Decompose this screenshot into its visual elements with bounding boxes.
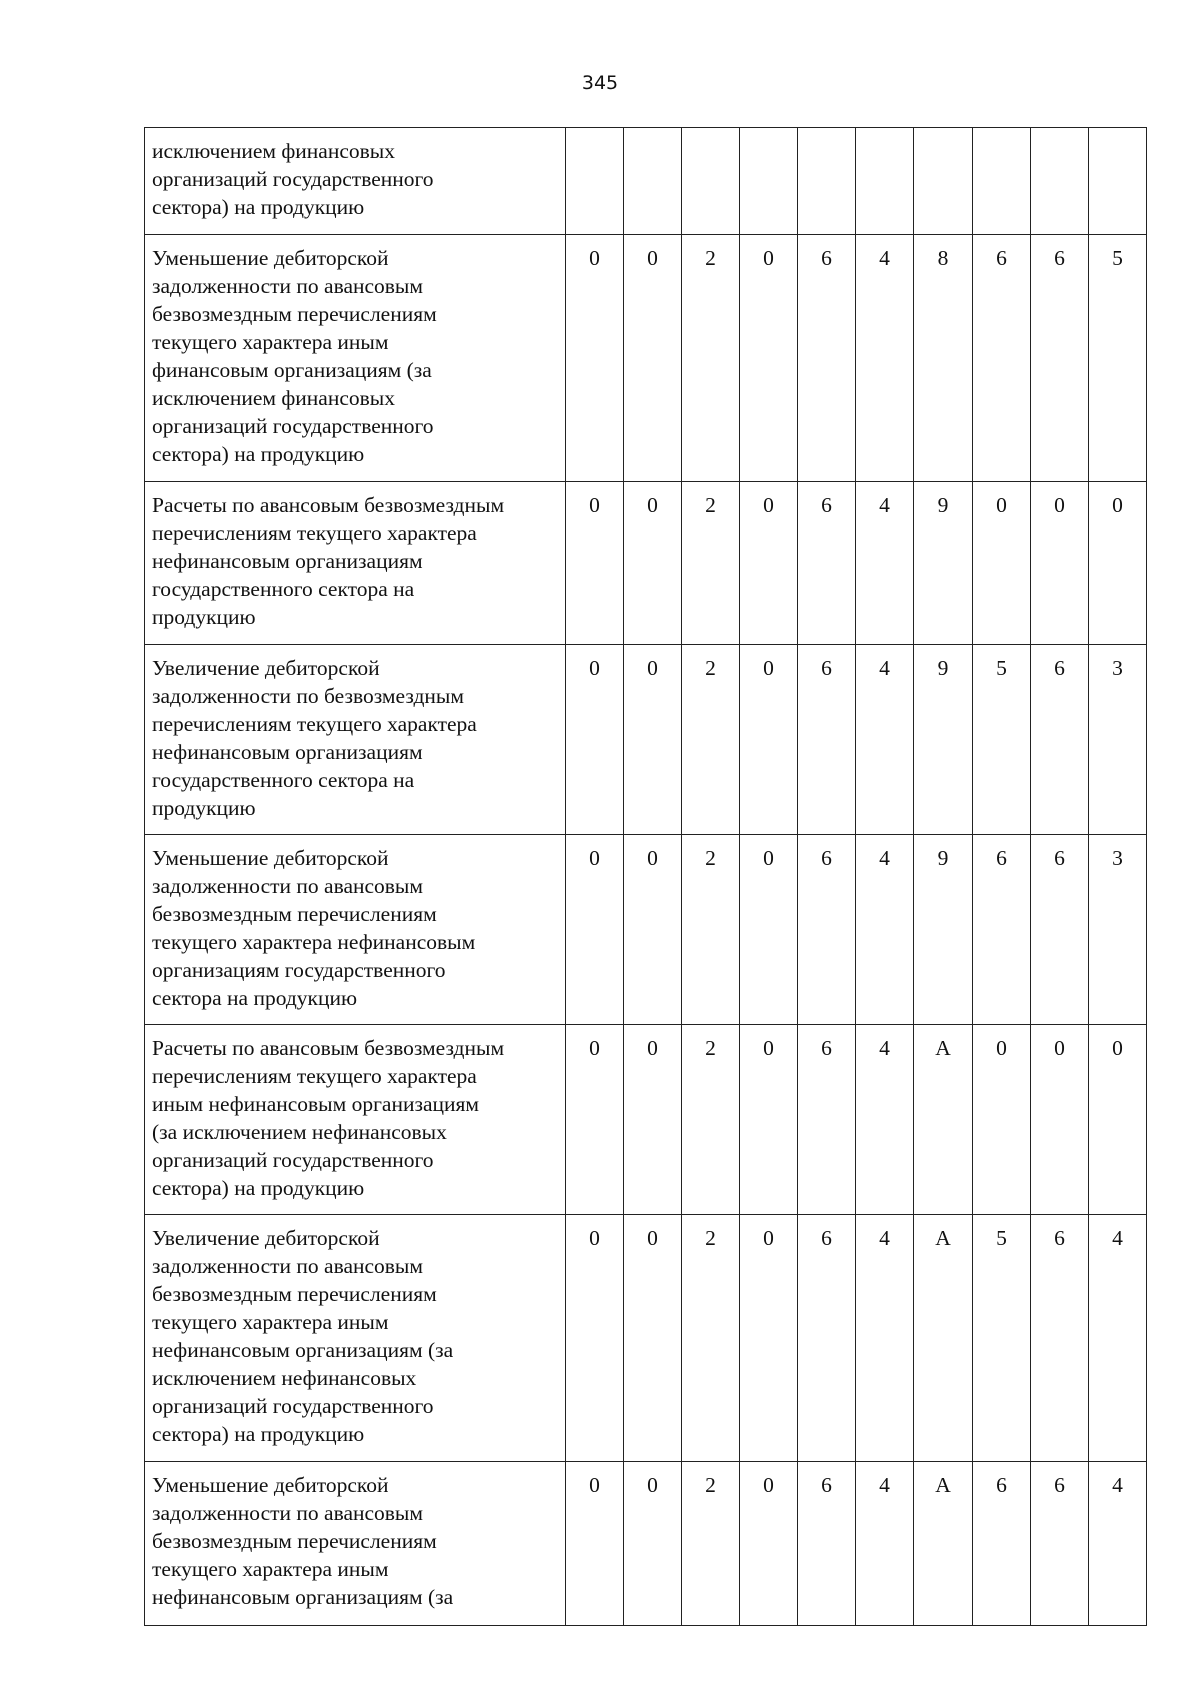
table-row — [145, 1215, 1147, 1462]
row-description — [145, 1462, 566, 1626]
description-line: Увеличение дебиторской — [152, 1226, 380, 1250]
code-digit-cell — [1089, 128, 1147, 235]
description-line: продукцию — [152, 796, 256, 820]
code-digit-cell: 6 — [798, 1215, 856, 1462]
code-digit-cell: 9 — [914, 835, 973, 1025]
code-digit-cell: 0 — [624, 1025, 682, 1215]
code-digit-cell: 0 — [566, 1215, 624, 1462]
code-digit-cell: 4 — [856, 235, 914, 482]
description-line: сектора) на продукцию — [152, 195, 365, 219]
code-digit-cell: 0 — [740, 1215, 798, 1462]
code-digit-cell: 0 — [1031, 1025, 1089, 1215]
table-row — [145, 835, 1147, 1025]
description-line: продукцию — [152, 605, 256, 629]
row-description — [145, 128, 566, 235]
code-digit-cell: 4 — [856, 1025, 914, 1215]
description-line: организациям государственного — [152, 958, 446, 982]
code-digit-cell: 0 — [740, 645, 798, 835]
code-digit-cell: 0 — [973, 1025, 1031, 1215]
code-digit-cell — [798, 128, 856, 235]
description-line: государственного сектора на — [152, 577, 415, 601]
code-digit-cell — [914, 128, 973, 235]
code-digit-cell: 0 — [566, 482, 624, 645]
table-body — [145, 128, 1147, 1626]
code-digit-cell: 0 — [566, 1025, 624, 1215]
code-digit-cell — [624, 128, 682, 235]
code-digit-cell: 4 — [856, 835, 914, 1025]
description-line: задолженности по авансовым — [152, 874, 423, 898]
code-digit-cell: 2 — [682, 235, 740, 482]
description-line: нефинансовым организациям — [152, 549, 423, 573]
description-line: безвозмездным перечислениям — [152, 902, 437, 926]
description-line: Уменьшение дебиторской — [152, 846, 389, 870]
code-digit-cell: 9 — [914, 482, 973, 645]
description-line: организаций государственного — [152, 167, 434, 191]
description-line: текущего характера иным — [152, 1557, 389, 1581]
code-digit-cell: 2 — [682, 835, 740, 1025]
code-digit-cell: А — [914, 1025, 973, 1215]
description-line: перечислениям текущего характера — [152, 712, 477, 736]
code-digit-cell: 3 — [1089, 645, 1147, 835]
code-digit-cell: 6 — [1031, 835, 1089, 1025]
row-description — [145, 235, 566, 482]
description-line: сектора) на продукцию — [152, 1422, 365, 1446]
code-digit-cell: 0 — [1031, 482, 1089, 645]
code-digit-cell: 3 — [1089, 835, 1147, 1025]
code-digit-cell: 6 — [798, 835, 856, 1025]
code-digit-cell: 0 — [740, 1462, 798, 1626]
code-digit-cell — [856, 128, 914, 235]
description-line: текущего характера иным — [152, 330, 389, 354]
code-digit-cell: 0 — [1089, 482, 1147, 645]
code-digit-cell: 0 — [740, 482, 798, 645]
description-line: организаций государственного — [152, 414, 434, 438]
code-digit-cell: 4 — [856, 482, 914, 645]
description-line: государственного сектора на — [152, 768, 415, 792]
code-digit-cell: 0 — [624, 1462, 682, 1626]
code-digit-cell: 0 — [740, 1025, 798, 1215]
description-line: сектора на продукцию — [152, 986, 358, 1010]
code-digit-cell: 5 — [1089, 235, 1147, 482]
description-line: нефинансовым организациям (за — [152, 1585, 454, 1609]
code-digit-cell: 4 — [856, 645, 914, 835]
code-digit-cell: 0 — [973, 482, 1031, 645]
description-line: Расчеты по авансовым безвозмездным — [152, 493, 505, 517]
row-description — [145, 835, 566, 1025]
code-digit-cell: 0 — [624, 482, 682, 645]
description-line: организаций государственного — [152, 1148, 434, 1172]
description-line: задолженности по авансовым — [152, 1254, 423, 1278]
description-line: задолженности по безвозмездным — [152, 684, 464, 708]
description-line: исключением финансовых — [152, 139, 395, 163]
code-digit-cell: 6 — [1031, 1215, 1089, 1462]
description-line: текущего характера нефинансовым — [152, 930, 476, 954]
code-digit-cell: 0 — [624, 835, 682, 1025]
code-digit-cell: 6 — [973, 835, 1031, 1025]
code-digit-cell: 6 — [1031, 645, 1089, 835]
code-digit-cell: 8 — [914, 235, 973, 482]
description-line: сектора) на продукцию — [152, 1176, 365, 1200]
table-row — [145, 645, 1147, 835]
code-digit-cell — [740, 128, 798, 235]
description-line: (за исключением нефинансовых — [152, 1120, 447, 1144]
description-line: текущего характера иным — [152, 1310, 389, 1334]
description-line: безвозмездным перечислениям — [152, 302, 437, 326]
code-digit-cell: 0 — [624, 235, 682, 482]
description-line: финансовым организациям (за — [152, 358, 432, 382]
table-row — [145, 235, 1147, 482]
code-digit-cell: 4 — [856, 1462, 914, 1626]
code-digit-cell: 2 — [682, 645, 740, 835]
description-line: иным нефинансовым организациям — [152, 1092, 480, 1116]
code-digit-cell: 4 — [1089, 1215, 1147, 1462]
code-digit-cell — [566, 128, 624, 235]
code-digit-cell: 6 — [798, 482, 856, 645]
description-line: Расчеты по авансовым безвозмездным — [152, 1036, 505, 1060]
code-digit-cell: 4 — [856, 1215, 914, 1462]
description-line: Уменьшение дебиторской — [152, 246, 389, 270]
code-digit-cell: 6 — [798, 1462, 856, 1626]
description-line: задолженности по авансовым — [152, 1501, 423, 1525]
code-digit-cell: 2 — [682, 1025, 740, 1215]
code-digit-cell: А — [914, 1215, 973, 1462]
account-codes-table — [144, 127, 1147, 1626]
code-digit-cell: 6 — [1031, 235, 1089, 482]
code-digit-cell: 2 — [682, 1462, 740, 1626]
row-description — [145, 1025, 566, 1215]
code-digit-cell: 0 — [624, 645, 682, 835]
code-digit-cell: 0 — [566, 235, 624, 482]
description-line: нефинансовым организациям — [152, 740, 423, 764]
code-digit-cell: 6 — [798, 645, 856, 835]
code-digit-cell: 5 — [973, 645, 1031, 835]
code-digit-cell: 0 — [740, 835, 798, 1025]
code-digit-cell: 9 — [914, 645, 973, 835]
description-line: задолженности по авансовым — [152, 274, 423, 298]
code-digit-cell: 4 — [1089, 1462, 1147, 1626]
row-description — [145, 645, 566, 835]
table-row — [145, 1462, 1147, 1626]
code-digit-cell: 6 — [798, 1025, 856, 1215]
description-line: безвозмездным перечислениям — [152, 1282, 437, 1306]
table-row — [145, 128, 1147, 235]
table-row — [145, 1025, 1147, 1215]
code-digit-cell: А — [914, 1462, 973, 1626]
code-digit-cell: 6 — [973, 1462, 1031, 1626]
description-line: перечислениям текущего характера — [152, 1064, 477, 1088]
code-digit-cell: 2 — [682, 1215, 740, 1462]
description-line: сектора) на продукцию — [152, 442, 365, 466]
code-digit-cell: 0 — [566, 1462, 624, 1626]
code-digit-cell: 2 — [682, 482, 740, 645]
description-line: организаций государственного — [152, 1394, 434, 1418]
code-digit-cell: 6 — [1031, 1462, 1089, 1626]
description-line: Уменьшение дебиторской — [152, 1473, 389, 1497]
description-line: исключением нефинансовых — [152, 1366, 417, 1390]
description-line: исключением финансовых — [152, 386, 395, 410]
code-digit-cell: 0 — [566, 645, 624, 835]
code-digit-cell — [682, 128, 740, 235]
code-digit-cell — [973, 128, 1031, 235]
table-row — [145, 482, 1147, 645]
code-digit-cell: 6 — [973, 235, 1031, 482]
code-digit-cell — [1031, 128, 1089, 235]
code-digit-cell: 0 — [566, 835, 624, 1025]
row-description — [145, 1215, 566, 1462]
description-line: перечислениям текущего характера — [152, 521, 477, 545]
page-number: 345 — [581, 72, 619, 94]
code-digit-cell: 0 — [624, 1215, 682, 1462]
code-digit-cell: 0 — [740, 235, 798, 482]
code-digit-cell: 6 — [798, 235, 856, 482]
row-description — [145, 482, 566, 645]
code-digit-cell: 0 — [1089, 1025, 1147, 1215]
code-digit-cell: 5 — [973, 1215, 1031, 1462]
description-line: Увеличение дебиторской — [152, 656, 380, 680]
description-line: нефинансовым организациям (за — [152, 1338, 454, 1362]
description-line: безвозмездным перечислениям — [152, 1529, 437, 1553]
